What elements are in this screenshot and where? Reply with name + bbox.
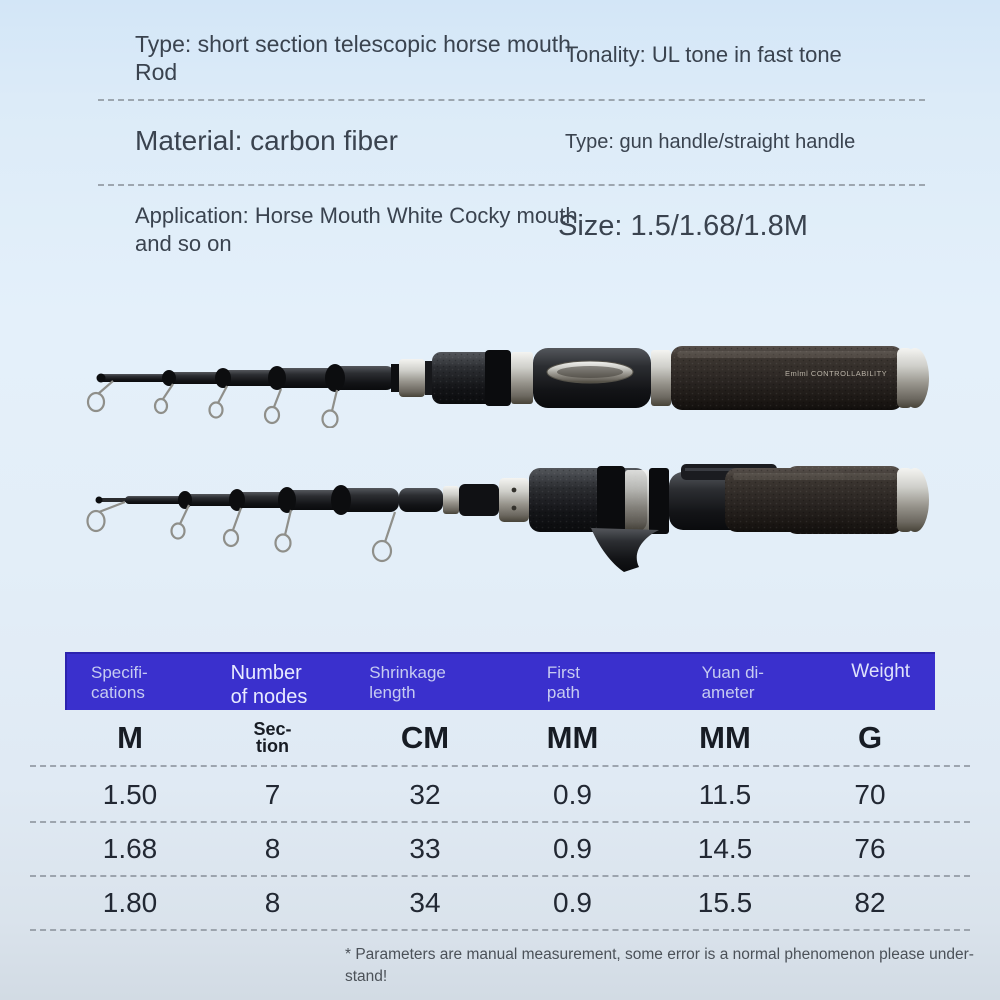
unit-mm-diameter: MM xyxy=(699,720,751,755)
col-header-weight: Weight xyxy=(851,661,911,682)
footnote xyxy=(345,944,974,989)
table-divider-3 xyxy=(30,875,970,877)
rod2-trigger xyxy=(591,528,659,572)
table-divider-1 xyxy=(30,765,970,767)
unit-cm: CM xyxy=(400,720,450,755)
rod1-sections xyxy=(97,364,396,392)
table-divider-4 xyxy=(30,929,970,931)
rod2-end-cap xyxy=(897,468,929,532)
unit-section: Sec- tion xyxy=(253,718,292,756)
spec-material: Material: carbon fiber xyxy=(135,125,399,156)
spec-size: Size: 1.5/1.68/1.8M xyxy=(558,210,808,242)
rod1-brand-label: Emlml CONTROLLABILITY xyxy=(785,369,888,378)
spec-type: Type: short section telescopic horse mouth Rod xyxy=(135,31,571,86)
units-row xyxy=(65,712,935,764)
divider-dashed-2 xyxy=(98,184,925,186)
unit-m: M xyxy=(117,720,143,755)
col-header-first-path: First path xyxy=(546,663,580,703)
rod-gun-handle-image xyxy=(85,442,945,582)
table-row: 1.68 8 33 0.9 14.5 76 xyxy=(102,833,886,864)
rod-straight-handle-image xyxy=(85,332,945,428)
rod1-end-cap xyxy=(897,348,929,408)
col-header-shrinkage-length: Shrinkage length xyxy=(369,663,446,703)
rod2-sections xyxy=(96,485,400,515)
divider-dashed-1 xyxy=(98,99,925,101)
rod2-handle-tube xyxy=(671,466,903,534)
spec-table-header xyxy=(65,652,935,710)
table-row: 1.50 7 32 0.9 11.5 70 xyxy=(102,779,886,810)
unit-mm-first: MM xyxy=(546,720,599,755)
spec-application: Application: Horse Mouth White Cocky mouth and so on xyxy=(135,203,578,257)
spec-tonality: Tonality: UL tone in fast tone xyxy=(565,42,842,67)
rod1-reel-seat xyxy=(391,348,671,408)
rod1-handle-tube xyxy=(671,346,903,410)
footnote-line-1: * Parameters are manual measurement, some error is a normal phenomenon please under- xyxy=(345,946,974,963)
table-row: 1.80 8 34 0.9 15.5 82 xyxy=(102,887,886,918)
col-header-yuan-diameter: Yuan di- ameter xyxy=(701,663,764,703)
unit-g: G xyxy=(857,720,883,755)
footnote-line-2: stand! xyxy=(345,968,388,986)
spec-handle-type: Type: gun handle/straight handle xyxy=(565,131,856,153)
col-header-specifications: Specifi- cations xyxy=(91,663,148,703)
table-divider-2 xyxy=(30,821,970,823)
col-header-number-of-nodes: Number of nodes xyxy=(230,662,308,708)
